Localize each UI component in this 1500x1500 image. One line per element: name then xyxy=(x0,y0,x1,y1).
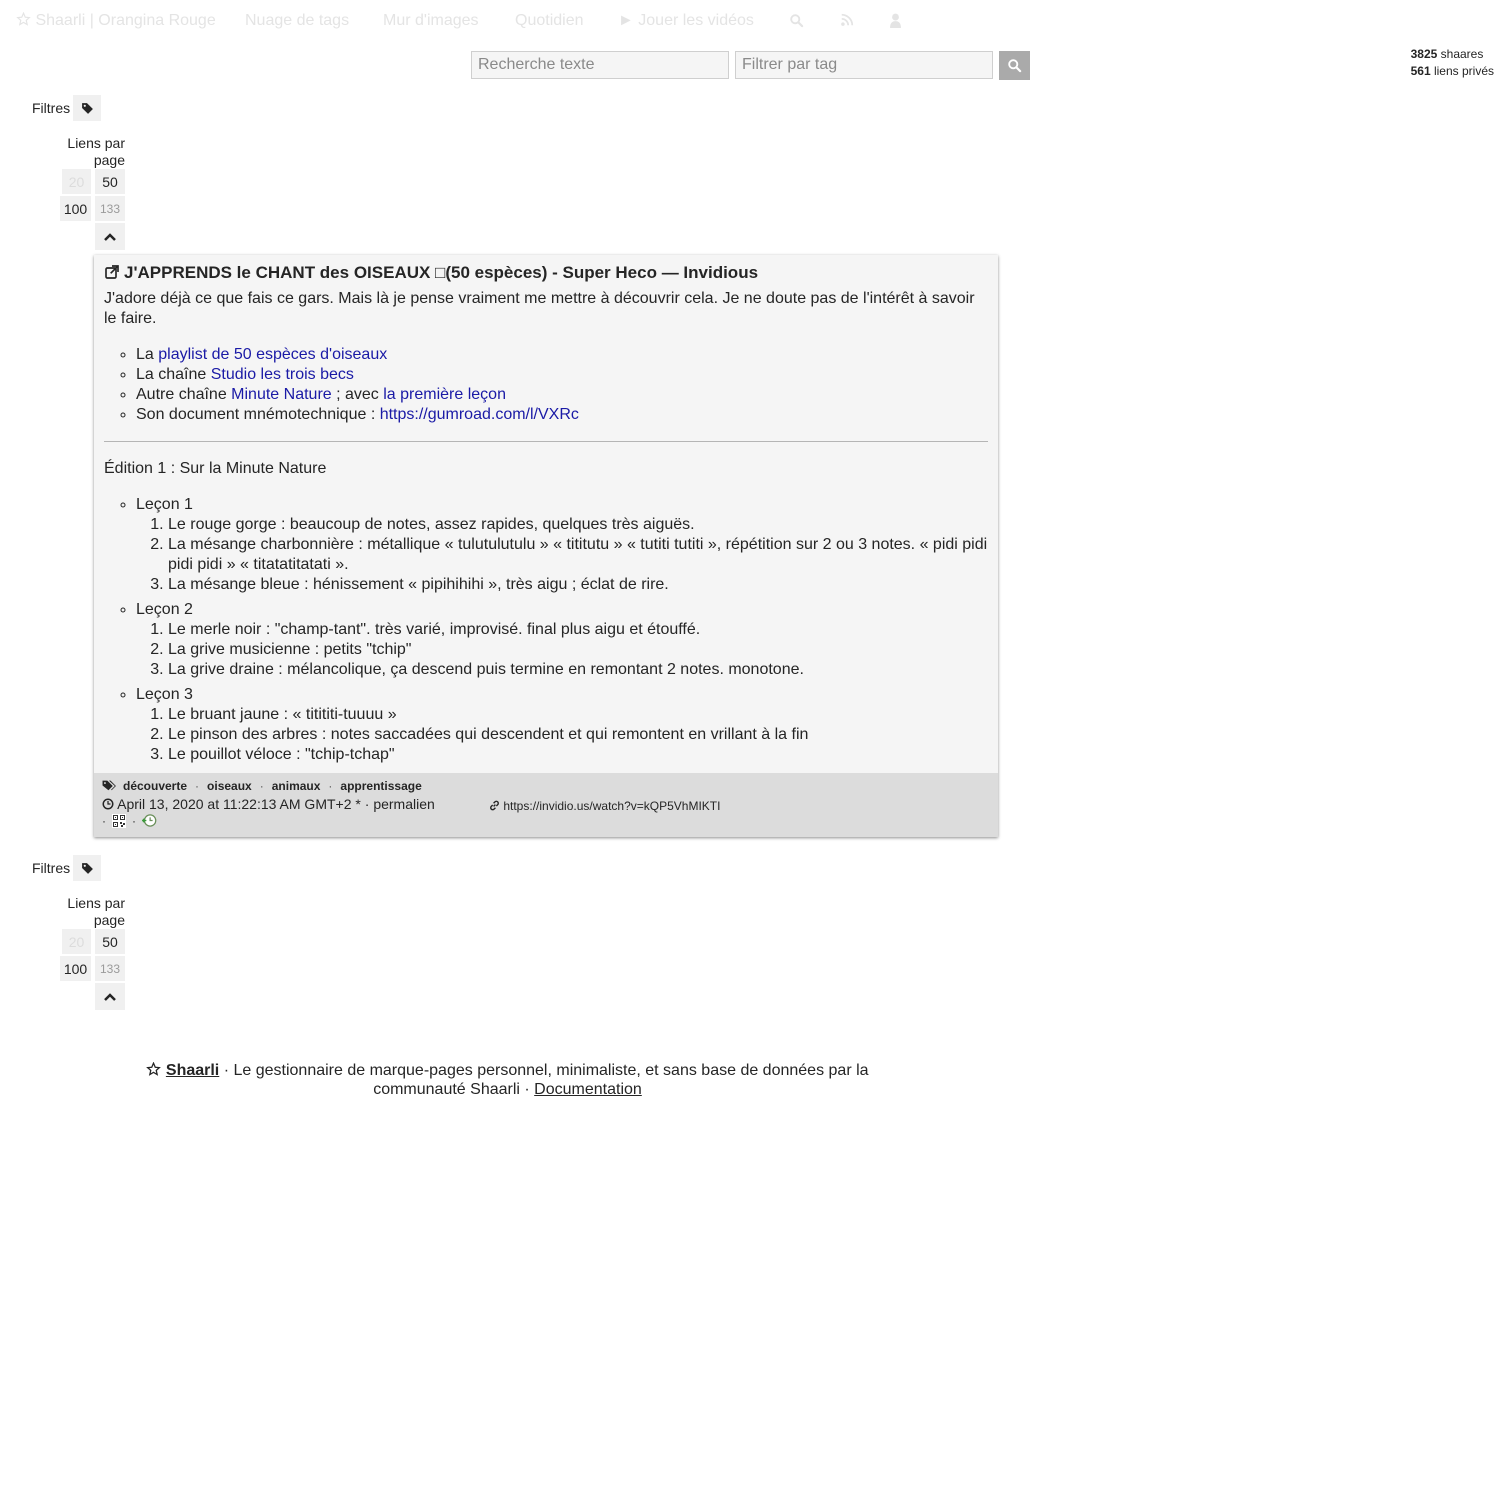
search-icon xyxy=(1007,58,1022,73)
permalink[interactable]: permalien xyxy=(373,796,435,812)
tag-separator: · xyxy=(259,779,264,793)
bird-item: 1. Le merle noir : "champ-tant". très varié, improvisé. final plus aigu et étouffé. xyxy=(168,620,988,640)
documentation-link[interactable]: Documentation xyxy=(534,1081,642,1098)
tag-link[interactable]: animaux xyxy=(271,779,321,793)
separator: · xyxy=(132,813,136,828)
links-per-page-label: Liens par page xyxy=(67,895,125,928)
tag-icon xyxy=(81,102,94,115)
bird-item: 2. La mésange charbonnière : métallique « tulutulutulu » « tititutu » « tutiti tutiti », répétition sur 2 ou 3 notes. « pidi pidi pidi pidi » « titatatitatati ». xyxy=(168,535,988,575)
search-submit-button[interactable] xyxy=(999,51,1030,80)
links-per-page-50[interactable]: 50 xyxy=(95,169,125,194)
link-description xyxy=(104,289,988,765)
tag-icon xyxy=(81,862,94,875)
shaares-count: 3825 xyxy=(1410,47,1438,61)
bird-item: 3. La grive draine : mélancolique, ça descend puis termine en remontant 2 notes. monotone. xyxy=(168,660,988,680)
tags-icon xyxy=(102,780,117,792)
collapse-filters-button[interactable] xyxy=(95,983,125,1010)
private-star: * xyxy=(355,796,361,812)
links-per-page-20[interactable]: 20 xyxy=(62,169,91,194)
link-url: https://invidio.us/watch?v=kQP5VhMIKTI xyxy=(503,799,721,813)
resources-list xyxy=(104,345,988,425)
playlist-link[interactable]: playlist de 50 espèces d'oiseaux xyxy=(158,346,388,363)
channel-link[interactable]: Studio les trois becs xyxy=(210,366,354,383)
rss-icon[interactable] xyxy=(840,13,854,32)
link-date: April 13, 2020 at 11:22:13 AM GMT+2 xyxy=(117,796,352,812)
bird-item: 1. Le rouge gorge : beaucoup de notes, assez rapides, quelques très aiguës. xyxy=(168,515,988,535)
link-footer xyxy=(94,773,998,837)
lesson-birds xyxy=(136,515,988,595)
divider xyxy=(104,441,988,442)
links-per-page-100[interactable]: 100 xyxy=(60,956,91,981)
lesson-item xyxy=(136,600,988,680)
tag-link[interactable]: oiseaux xyxy=(207,779,252,793)
tag-link[interactable]: apprentissage xyxy=(340,779,422,793)
tag-link[interactable]: découverte xyxy=(123,779,188,793)
edition-heading: Édition 1 : Sur la Minute Nature xyxy=(104,460,327,477)
tag-separator: · xyxy=(328,779,333,793)
lesson-item xyxy=(136,685,988,765)
bird-item: 2. La grive musicienne : petits "tchip" xyxy=(168,640,988,660)
links-per-page-custom[interactable]: 133 xyxy=(95,196,125,221)
collapse-filters-button[interactable] xyxy=(95,223,125,250)
private-count: 561 xyxy=(1410,64,1431,78)
search-icon[interactable] xyxy=(789,13,804,33)
nav-tag-cloud[interactable]: Nuage de tags xyxy=(245,12,350,29)
nav-brand[interactable] xyxy=(16,12,216,30)
search-text-input[interactable] xyxy=(471,51,729,79)
user-icon[interactable] xyxy=(890,13,901,33)
star-icon xyxy=(146,1062,161,1076)
external-link-icon xyxy=(104,264,120,280)
chain-link-icon xyxy=(489,800,500,811)
chevron-up-icon xyxy=(104,992,116,1001)
bird-item: 1. Le bruant jaune : « titititi-tuuuu » xyxy=(168,705,988,725)
shaarli-home-link[interactable]: Shaarli xyxy=(165,1062,220,1079)
page-footer xyxy=(100,1061,915,1099)
item-middle: ; avec xyxy=(331,386,384,403)
lesson-birds xyxy=(136,705,988,765)
tag-separator: · xyxy=(195,779,200,793)
lesson-item xyxy=(136,495,988,595)
list-item xyxy=(136,385,988,405)
list-item xyxy=(136,345,988,365)
lesson-title: Leçon 1 xyxy=(136,496,193,513)
links-per-page-20[interactable]: 20 xyxy=(62,929,91,954)
link-title[interactable] xyxy=(104,263,984,283)
lesson-birds xyxy=(136,620,988,680)
lessons-list xyxy=(104,495,988,765)
separator: · xyxy=(102,813,106,828)
separator: · xyxy=(364,796,370,812)
list-item xyxy=(136,365,988,385)
link-actions xyxy=(102,813,157,828)
nav-picture-wall[interactable]: Mur d'images xyxy=(383,12,479,29)
bird-item: 3. La mésange bleue : hénissement « pipihihihi », très aigu ; éclat de rire. xyxy=(168,575,988,595)
links-per-page-custom[interactable]: 133 xyxy=(95,956,125,981)
item-prefix: La chaîne xyxy=(136,366,211,383)
clock-icon xyxy=(102,798,114,810)
links-per-page-label: Liens par page xyxy=(67,135,125,168)
shaares-label: shaares xyxy=(1440,47,1484,61)
item-prefix: La xyxy=(136,346,159,363)
link-tags xyxy=(102,779,422,793)
filters-label: Filtres xyxy=(32,860,71,876)
bird-item: 2. Le pinson des arbres : notes saccadées qui descendent et qui remontent en vrillant à la fin xyxy=(168,725,988,745)
list-item xyxy=(136,405,988,425)
link-title-text: J'APPRENDS le CHANT des OISEAUX □(50 espèces) - Super Heco — Invidious xyxy=(124,263,759,282)
bird-item: 3. Le pouillot véloce : "tchip-tchap" xyxy=(168,745,988,765)
lesson-title: Leçon 3 xyxy=(136,686,193,703)
link-date-row xyxy=(102,796,435,812)
links-per-page-50[interactable]: 50 xyxy=(95,929,125,954)
item-prefix: Autre chaîne xyxy=(136,386,232,403)
link-url-row[interactable] xyxy=(489,799,720,813)
first-lesson-link[interactable]: la première leçon xyxy=(383,386,506,403)
star-icon xyxy=(16,12,31,26)
filters-label: Filtres xyxy=(32,100,71,116)
lesson-title: Leçon 2 xyxy=(136,601,193,618)
qrcode-icon[interactable] xyxy=(112,814,126,828)
nav-brand-label: Shaarli | Orangina Rouge xyxy=(35,12,216,29)
nav-daily[interactable]: Quotidien xyxy=(515,12,584,29)
link-card xyxy=(94,255,998,837)
search-tag-input[interactable] xyxy=(735,51,993,79)
links-per-page-100[interactable]: 100 xyxy=(60,196,91,221)
footer-text: · Le gestionnaire de marque-pages personnel, minimaliste, et sans base de données par la communauté Shaarli · xyxy=(223,1062,869,1098)
tag-filter-button[interactable] xyxy=(73,855,101,881)
tag-filter-button[interactable] xyxy=(73,95,101,121)
private-label: liens privés xyxy=(1433,64,1494,78)
link-stats xyxy=(1411,46,1494,80)
minute-nature-link[interactable]: Minute Nature xyxy=(231,386,332,403)
gumroad-link[interactable]: https://gumroad.com/l/VXRc xyxy=(379,406,579,423)
nav-play-videos[interactable]: ► Jouer les vidéos xyxy=(618,12,754,29)
item-prefix: Son document mnémotechnique : xyxy=(136,406,380,423)
top-navbar xyxy=(0,0,1500,44)
chevron-up-icon xyxy=(104,232,116,241)
archive-icon[interactable] xyxy=(142,813,157,828)
description-intro: J'adore déjà ce que fais ce gars. Mais là je pense vraiment me mettre à découvrir cela. Je ne doute pas de l'intérêt à savoir le faire. xyxy=(104,290,975,327)
